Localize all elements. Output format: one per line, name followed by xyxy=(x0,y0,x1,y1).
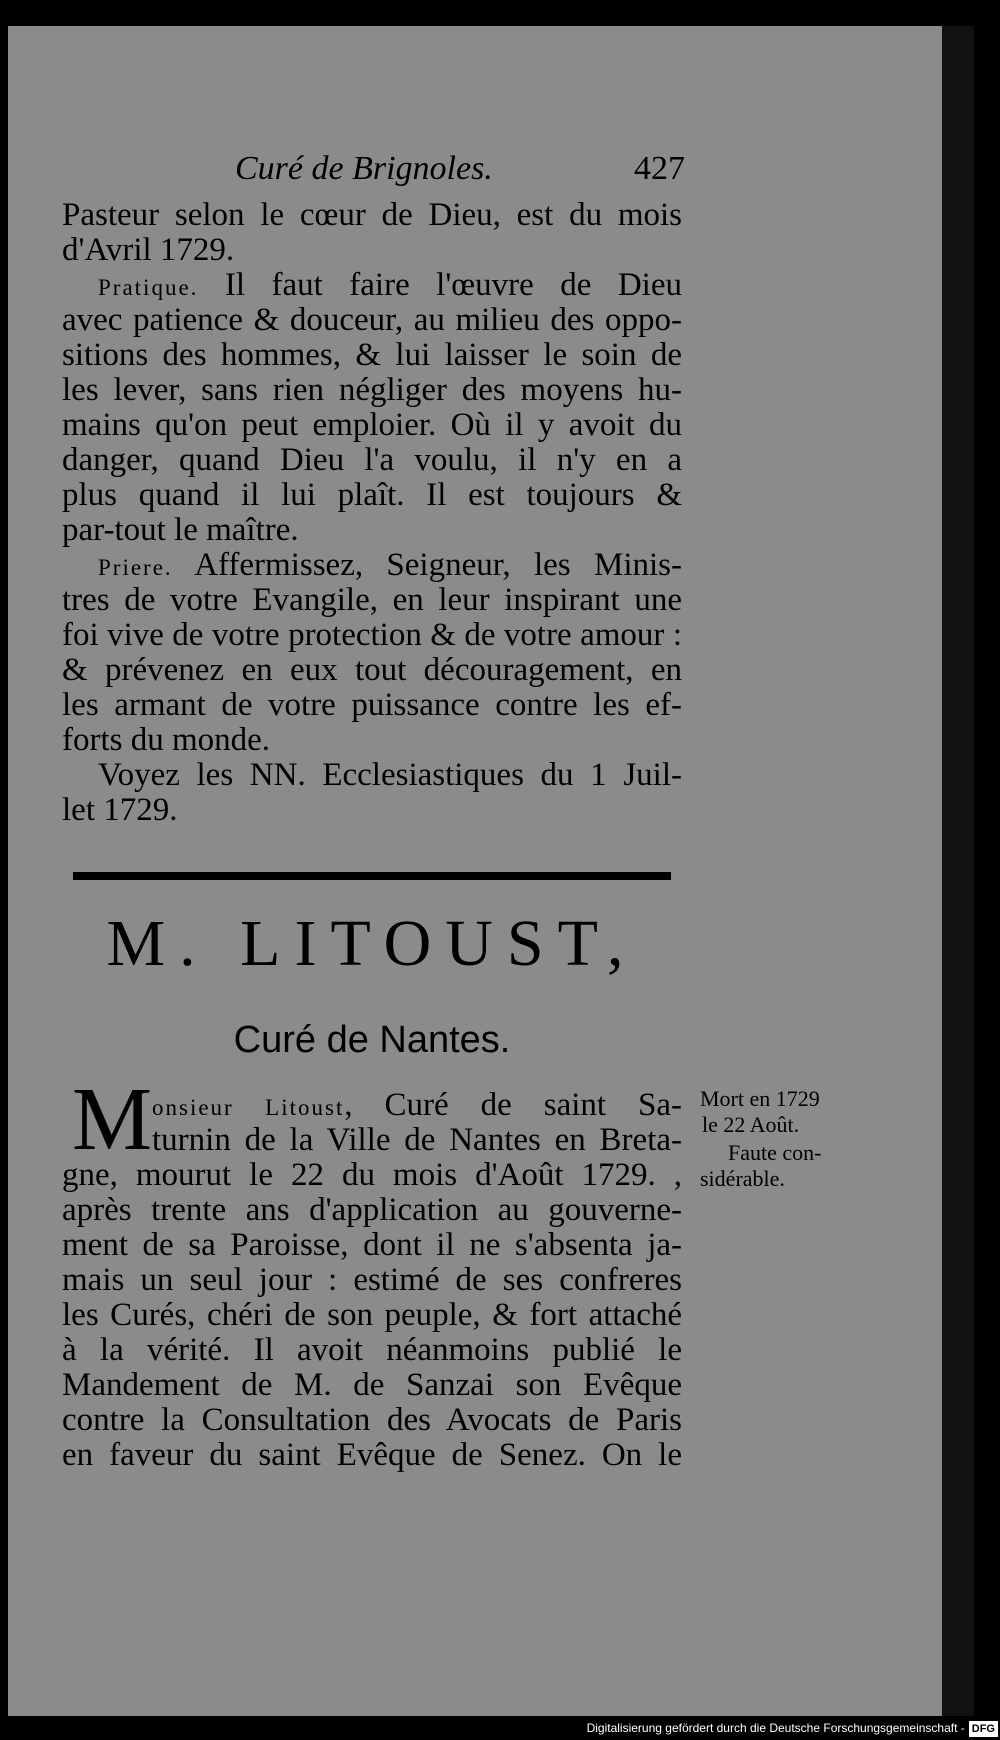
text-line: foi vive de votre protection & de votre amour : xyxy=(62,618,682,652)
text-line: à la vérité. Il avoit néanmoins publié le xyxy=(62,1333,682,1367)
text-line: Pasteur selon le cœur de Dieu, est du mois xyxy=(62,198,682,232)
priere-first-line xyxy=(62,548,682,585)
margin-note: Faute con- xyxy=(728,1140,822,1165)
text-line: Mandement de M. de Sanzai son Evêque xyxy=(62,1368,682,1402)
text-line: danger, quand Dieu l'a voulu, il n'y en a xyxy=(62,443,682,477)
text-line: après trente ans d'application au gouverne- xyxy=(62,1193,682,1227)
text-line: gne, mourut le 22 du mois d'Août 1729. , xyxy=(62,1158,682,1192)
text-line: forts du monde. xyxy=(62,723,271,757)
running-head xyxy=(235,150,685,194)
margin-note: sidérable. xyxy=(700,1166,785,1191)
text-line: d'Avril 1729. xyxy=(62,233,235,267)
drop-cap: M xyxy=(72,1070,153,1169)
margin-note: le 22 Août. xyxy=(702,1112,800,1137)
priere-label: Priere. xyxy=(98,555,173,580)
footer-text: Digitalisierung gefördert durch die Deutsche Forschungsgemeinschaft - xyxy=(586,1721,965,1735)
margin-note: Mort en 1729 xyxy=(700,1086,820,1111)
text-line: mains qu'on peut emploier. Où il y avoit du xyxy=(62,408,682,442)
text-line: les lever, sans rien négliger des moyens hu- xyxy=(62,373,682,407)
running-head-title: Curé de Brignoles. xyxy=(235,150,493,187)
body-first-rest: , Curé de saint Sa- xyxy=(344,1088,682,1123)
text-line: tres de votre Evangile, en leur inspirant une xyxy=(62,583,682,617)
section-subheading: Curé de Nantes. xyxy=(233,1019,511,1061)
text-line: & prévenez en eux tout découragement, en xyxy=(62,653,682,687)
text-line: plus quand il lui plaît. Il est toujours & xyxy=(62,478,682,512)
text-line: sitions des hommes, & lui laisser le soin de xyxy=(62,338,682,372)
text-line: par-tout le maître. xyxy=(62,513,299,547)
text-line: les Curés, chéri de son peuple, & fort attaché xyxy=(62,1298,682,1332)
text-line: turnin de la Ville de Nantes en Breta- xyxy=(152,1123,682,1157)
dfg-logo: DFG xyxy=(969,1721,998,1737)
body-smallcaps: onsieur Litoust xyxy=(152,1095,345,1120)
text-line: Voyez les NN. Ecclesiastiques du 1 Juil- xyxy=(98,758,682,792)
text-line: en faveur du saint Evêque de Senez. On le xyxy=(62,1438,682,1472)
page-number: 427 xyxy=(634,150,685,187)
text-line: let 1729. xyxy=(62,793,178,827)
body-first-line xyxy=(152,1088,682,1125)
priere-text: Affermissez, Seigneur, les Minis- xyxy=(194,548,682,583)
digitization-footer xyxy=(0,1716,998,1740)
text-line: avec patience & douceur, au milieu des oppo- xyxy=(62,303,682,337)
section-heading: M. LITOUST, xyxy=(106,907,638,980)
pratique-text: Il faut faire l'œuvre de Dieu xyxy=(224,268,682,303)
book-edge xyxy=(942,26,974,1716)
text-line: ment de sa Paroisse, dont il ne s'absenta ja- xyxy=(62,1228,682,1262)
section-rule xyxy=(73,872,671,880)
text-line: les armant de votre puissance contre les ef- xyxy=(62,688,682,722)
text-line: contre la Consultation des Avocats de Paris xyxy=(62,1403,682,1437)
pratique-first-line xyxy=(62,268,682,305)
pratique-label: Pratique. xyxy=(98,275,199,300)
text-line: mais un seul jour : estimé de ses confreres xyxy=(62,1263,682,1297)
